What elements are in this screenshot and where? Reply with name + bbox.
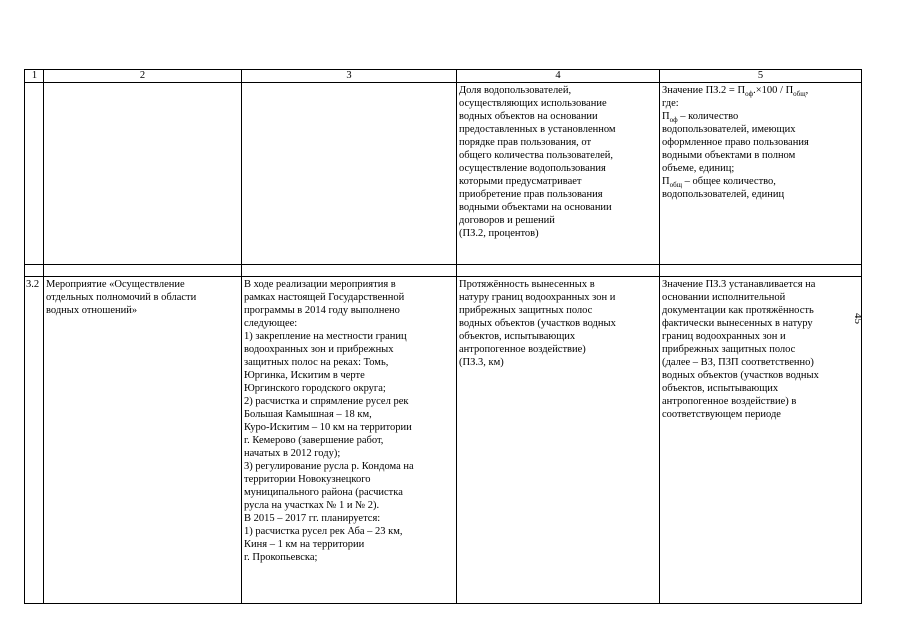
row1-indicator-cell: Доля водопользователей, осуществляющих использование водных объектов на основании предоставленных в установленном порядке прав пользования, от общего количества пользователей, осуществление водопользования которыми предусматривает приобретение прав пользования водными объектами на основании договоров и решений (ПЗ.2, процентов): [457, 83, 660, 265]
table-row: [25, 83, 862, 265]
table-row: [25, 277, 862, 604]
formula-text-a: Значение ПЗ.2 = П: [662, 85, 746, 96]
spacer-row: [25, 265, 862, 277]
header-col-3: 3: [242, 70, 457, 83]
page-number: 45: [852, 313, 864, 324]
row1-measure-cell: [44, 83, 242, 265]
formula-text-c: ,: [805, 85, 809, 96]
formula-p2-sub: общ: [669, 181, 683, 190]
row1-description-cell: [242, 83, 457, 265]
header-col-1: 1: [25, 70, 44, 83]
header-col-2: 2: [44, 70, 242, 83]
spacer-cell: [457, 265, 660, 277]
row1-formula-cell: [660, 83, 862, 265]
formula-p1-text: – количество водопользователей, имеющих оформленное право пользования водными объектами в полном объеме, единиц;: [662, 111, 809, 174]
formula-text-b: .×100 / П: [753, 85, 794, 96]
formula-sub-a: оф: [745, 90, 754, 99]
formula-p1-symbol: П: [662, 111, 670, 122]
header-row: [25, 70, 862, 83]
spacer-cell: [660, 265, 862, 277]
row2-description-cell: В ходе реализации мероприятия в рамках настоящей Государственной программы в 2014 году выполнено следующее: 1) закрепление на местности границ водоохранных зон и прибрежных защитных полос на реках: Томь, Юргинка, Искитим в черте Юргинского городского округа; 2) расчистка и спрямление русел рек Большая Камышная – 18 км, Куро-Искитим – 10 км на территории г. Кемерово (завершение работ, начатых в 2012 году); 3) регулирование русла р. Кондома на территории Новокузнецкого муниципального района (расчистка русла на участках № 1 и № 2). В 2015 – 2017 гг. планируется: 1) расчистка русел рек Аба – 23 км, Киня – 1 км на территории г. Прокопьевска;: [242, 277, 457, 604]
formula-sub-b: общ: [793, 90, 806, 99]
row2-number-cell: 3.2: [25, 277, 44, 604]
spacer-cell: [242, 265, 457, 277]
formula-p2-symbol: П: [662, 176, 670, 187]
program-table: [24, 69, 862, 604]
row2-measure-cell: Мероприятие «Осуществление отдельных полномочий в области водных отношений»: [44, 277, 242, 604]
formula-where: где:: [662, 98, 679, 109]
row1-number-cell: [25, 83, 44, 265]
formula-p2-text: – общее количество, водопользователей, единиц: [662, 176, 785, 200]
header-col-4: 4: [457, 70, 660, 83]
row2-indicator-cell: Протяжённость вынесенных в натуру границ водоохранных зон и прибрежных защитных полос водных объектов (участков водных объектов, испытывающих антропогенное воздействие) (ПЗ.3, км): [457, 277, 660, 604]
row2-formula-cell: Значение ПЗ.3 устанавливается на основании исполнительной документации как протяжённость фактически вынесенных в натуру границ водоохранных зон и прибрежных защитных полос (далее – ВЗ, ПЗП соответственно) водных объектов (участков водных объектов, испытывающих антропогенное воздействие) в соответствующем периоде: [660, 277, 862, 604]
header-col-5: 5: [660, 70, 862, 83]
spacer-cell: [25, 265, 44, 277]
formula-p1-sub: оф: [669, 116, 678, 125]
spacer-cell: [44, 265, 242, 277]
